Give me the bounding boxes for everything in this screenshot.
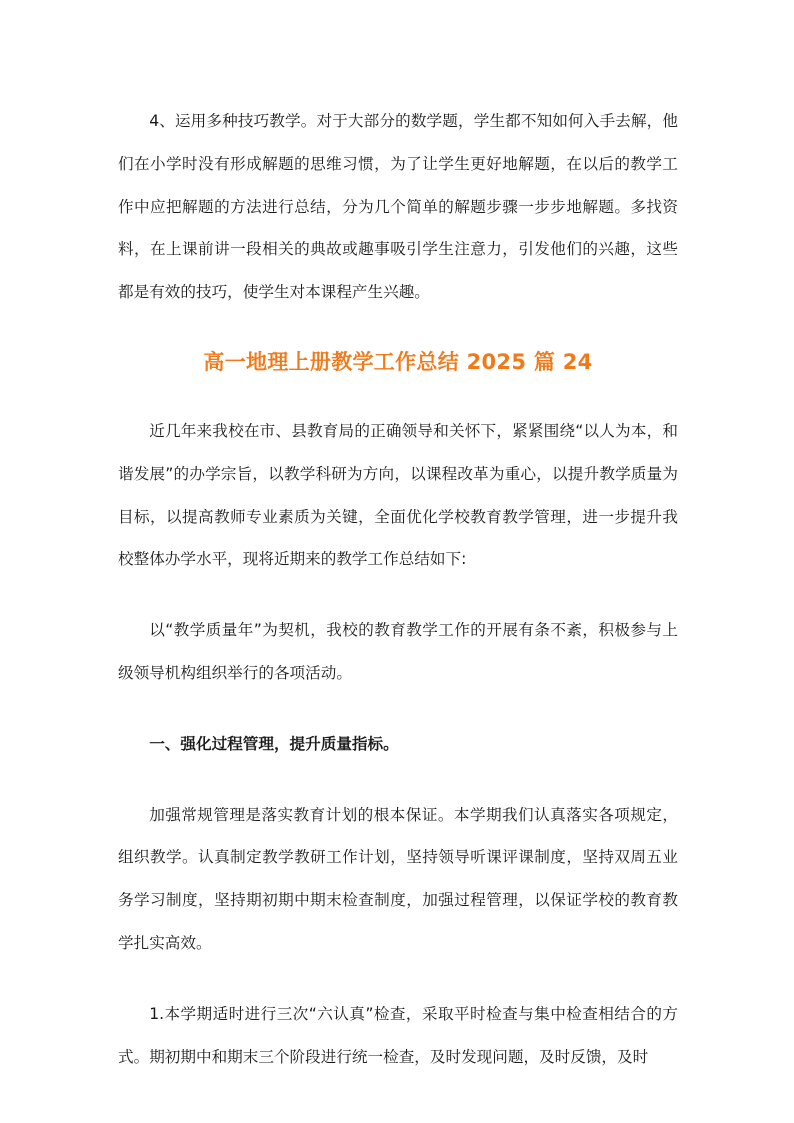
spacer [118,390,678,410]
paragraph-inspection: 1.本学期适时进行三次“六认真”检查，采取平时检查与集中检查相结合的方式。期初期中和期末三个阶段进行统一检查，及时发现问题，及时反馈，及时 [118,1004,678,1066]
spacer [118,314,678,334]
spacer [118,581,678,609]
section-title-process-management: 一、强化过程管理，提升质量指标。 [149,734,399,753]
paragraph-introduction: 近几年来我校在市、县教育局的正确领导和关怀下，紧紧围绕“以人为本，和谐发展”的办学宗旨，以教学科研为方向，以课程改革为重心，以提升教学质量为目标，以提高教师专业素质为关键，全面优化学校教育教学管理，进一步提升我校整体办学水平，现将近期来的教学工作总结如下: [118,421,678,569]
spacer [118,965,678,993]
spacer [118,695,678,723]
section-heading: 高一地理上册教学工作总结 2025 篇 24 [203,349,593,374]
paragraph-routine-management: 加强常规管理是落实教育计划的根本保证。本学期我们认真落实各项规定，组织教学。认真制定教学教研工作计划，坚持领导听课评课制度，坚持双周五业务学习制度，坚持期初期中期末检查制度，加强过程管理，以保证学校的教育教学扎实高效。 [118,805,678,952]
document-body [118,100,678,1078]
spacer [118,766,678,794]
paragraph-quality-year: 以“教学质量年”为契机，我校的教育教学工作的开展有条不紊，积极参与上级领导机构组织举行的各项活动。 [118,621,678,682]
paragraph-teaching-skills: 4、运用多种技巧教学。对于大部分的数学题，学生都不知如何入手去解，他们在小学时没有形成解题的思维习惯，为了让学生更好地解题，在以后的教学工作中应把解题的方法进行总结，分为几个简单的解题步骤一步步地解题。多找资料，在上课前讲一段相关的典故或趣事吸引学生注意力，引发他们的兴趣，这些都是有效的技巧，使学生对本课程产生兴趣。 [118,112,678,302]
